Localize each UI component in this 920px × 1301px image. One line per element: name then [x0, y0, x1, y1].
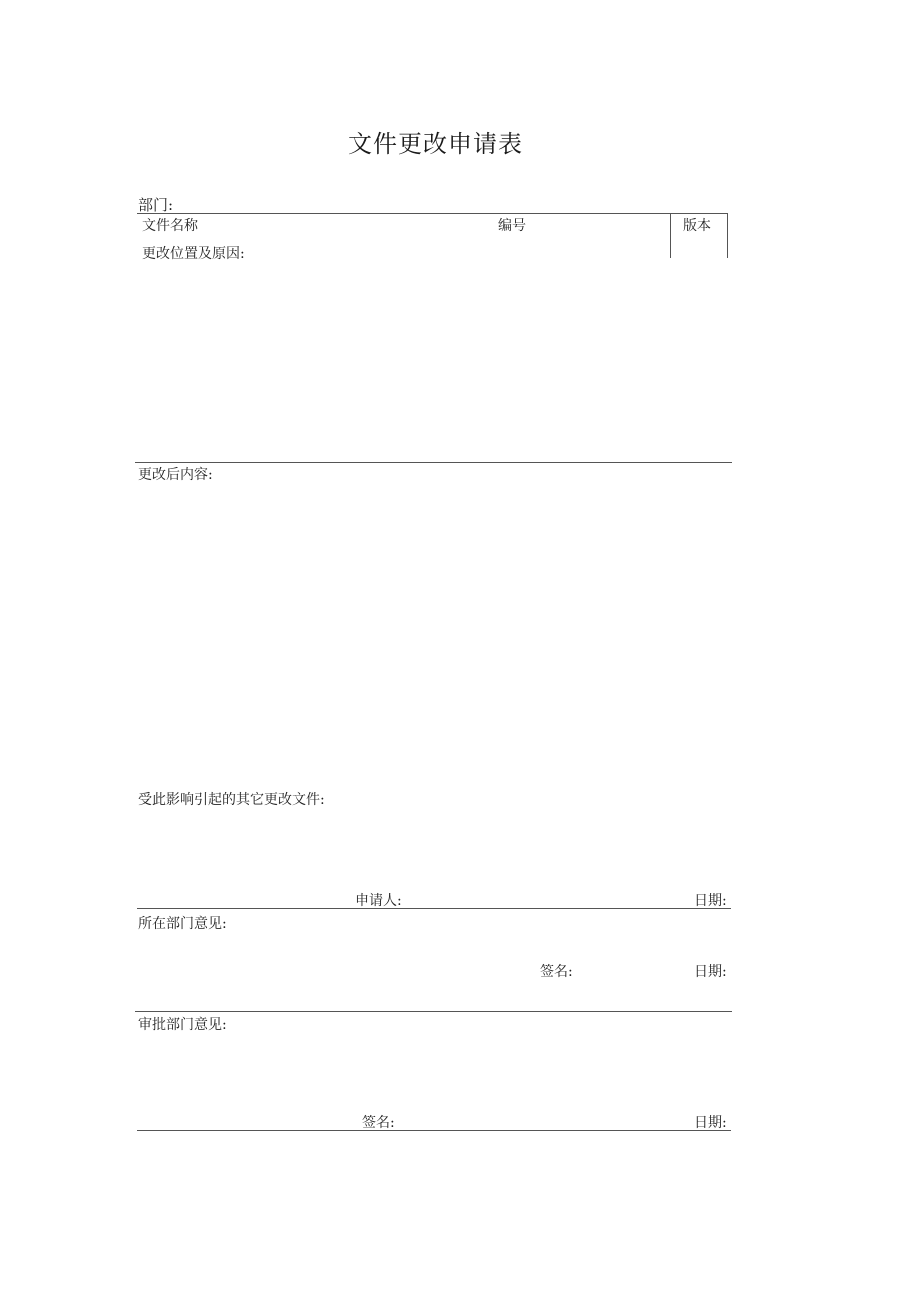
department-label: 部门: [138, 196, 174, 214]
approval-sign-label: 签名: [362, 1115, 395, 1131]
number-label: 编号 [498, 218, 526, 234]
section-divider-2 [137, 908, 731, 909]
applicant-label: 申请人: [355, 893, 402, 909]
version-left-border [670, 213, 671, 258]
section-divider-1 [135, 462, 732, 463]
bottom-border [137, 1130, 731, 1131]
form-title: 文件更改申请表 [348, 130, 523, 158]
changed-content-label: 更改后内容: [138, 467, 213, 483]
affected-files-label: 受此影响引起的其它更改文件: [138, 792, 325, 808]
section-divider-3 [135, 1011, 732, 1012]
dept-opinion-label: 所在部门意见: [138, 916, 227, 932]
dept-sign-label: 签名: [540, 964, 573, 980]
file-name-label: 文件名称 [142, 218, 198, 234]
header-top-border [137, 213, 727, 214]
dept-date-label: 日期: [694, 964, 727, 980]
applicant-date-label: 日期: [694, 893, 727, 909]
change-location-reason-label: 更改位置及原因: [142, 246, 245, 262]
version-label: 版本 [683, 218, 711, 234]
approval-date-label: 日期: [694, 1115, 727, 1131]
approval-opinion-label: 审批部门意见: [138, 1017, 227, 1033]
version-right-border [727, 213, 728, 258]
